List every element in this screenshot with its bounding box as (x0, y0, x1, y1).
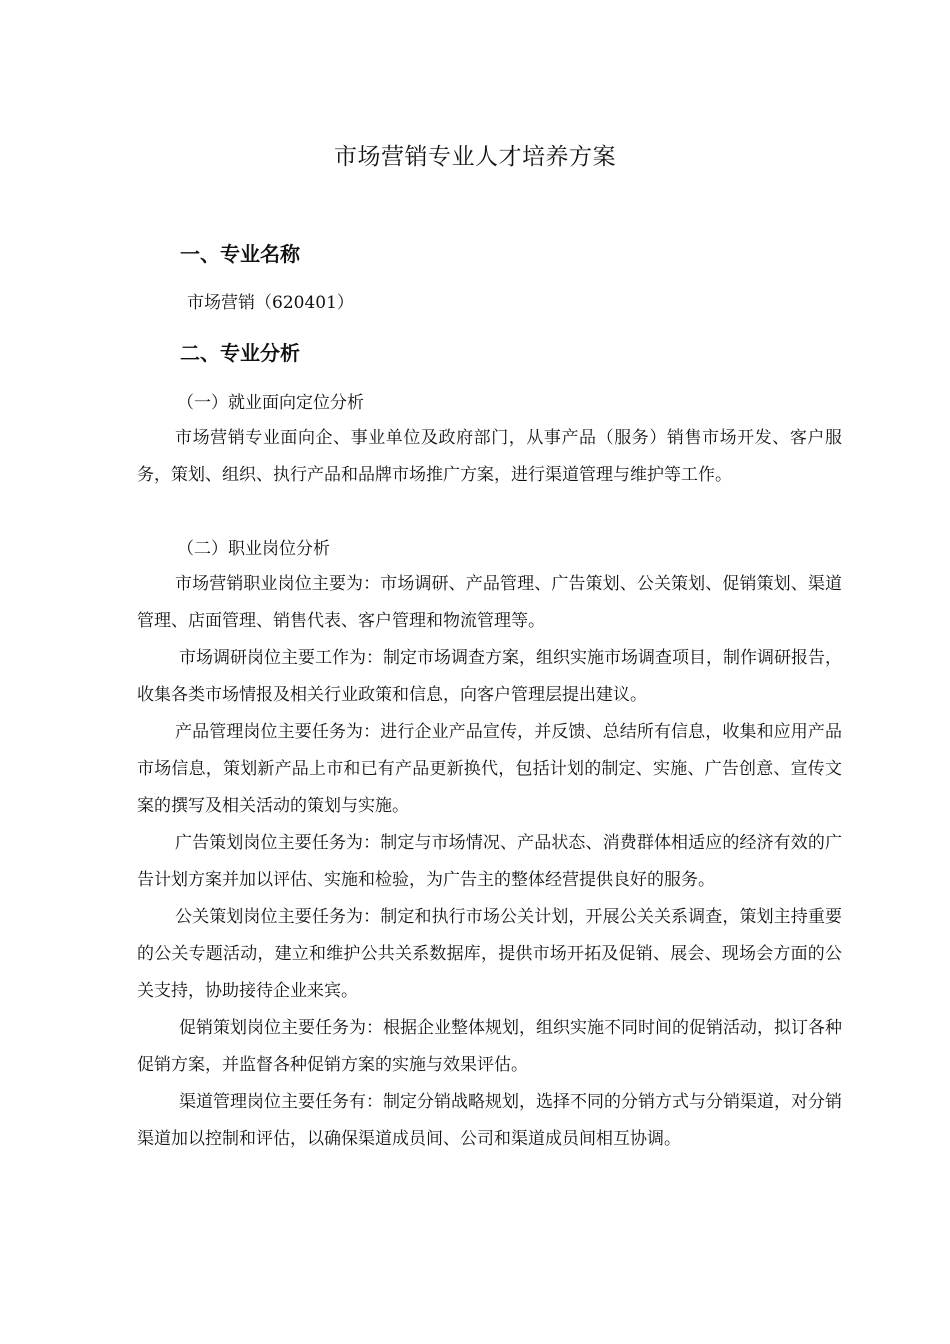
position-analysis-block (137, 566, 842, 1158)
position-paragraph-product-management: 产品管理岗位主要任务为：进行企业产品宣传，并反馈、总结所有信息，收集和应用产品市场信息，策划新产品上市和已有产品更新换代，包括计划的制定、实施、广告创意、宣传文案的撰写及相关活动的策划与实施。 (137, 722, 842, 816)
position-paragraph-advertising: 广告策划岗位主要任务为：制定与市场情况、产品状态、消费群体相适应的经济有效的广告计划方案并加以评估、实施和检验，为广告主的整体经营提供良好的服务。 (137, 833, 842, 890)
subsection-heading-employment: （一）就业面向定位分析 (177, 393, 364, 413)
section-heading-major-name: 一、专业名称 (180, 242, 300, 266)
employment-analysis-block (137, 420, 842, 494)
position-paragraph-overview: 市场营销职业岗位主要为：市场调研、产品管理、广告策划、公关策划、促销策划、渠道管理、店面管理、销售代表、客户管理和物流管理等。 (137, 574, 842, 631)
position-paragraph-channel-management: 渠道管理岗位主要任务有：制定分销战略规划，选择不同的分销方式与分销渠道，对分销渠道加以控制和评估，以确保渠道成员间、公司和渠道成员间相互协调。 (137, 1092, 842, 1149)
subsection-heading-positions: （二）职业岗位分析 (177, 539, 330, 559)
section-heading-major-analysis: 二、专业分析 (180, 341, 300, 365)
position-paragraph-public-relations: 公关策划岗位主要任务为：制定和执行市场公关计划，开展公关关系调查，策划主持重要的公关专题活动，建立和维护公共关系数据库，提供市场开拓及促销、展会、现场会方面的公关支持，协助接待企业来宾。 (137, 907, 842, 1001)
position-paragraph-market-research: 市场调研岗位主要工作为：制定市场调查方案，组织实施市场调查项目，制作调研报告，收集各类市场情报及相关行业政策和信息，向客户管理层提出建议。 (137, 648, 842, 705)
document-title: 市场营销专业人才培养方案 (334, 144, 616, 170)
major-name-value: 市场营销（620401） (187, 293, 354, 313)
employment-paragraph: 市场营销专业面向企、事业单位及政府部门，从事产品（服务）销售市场开发、客户服务，策划、组织、执行产品和品牌市场推广方案，进行渠道管理与维护等工作。 (137, 428, 842, 485)
position-paragraph-promotion: 促销策划岗位主要任务为：根据企业整体规划，组织实施不同时间的促销活动，拟订各种促销方案，并监督各种促销方案的实施与效果评估。 (137, 1018, 842, 1075)
